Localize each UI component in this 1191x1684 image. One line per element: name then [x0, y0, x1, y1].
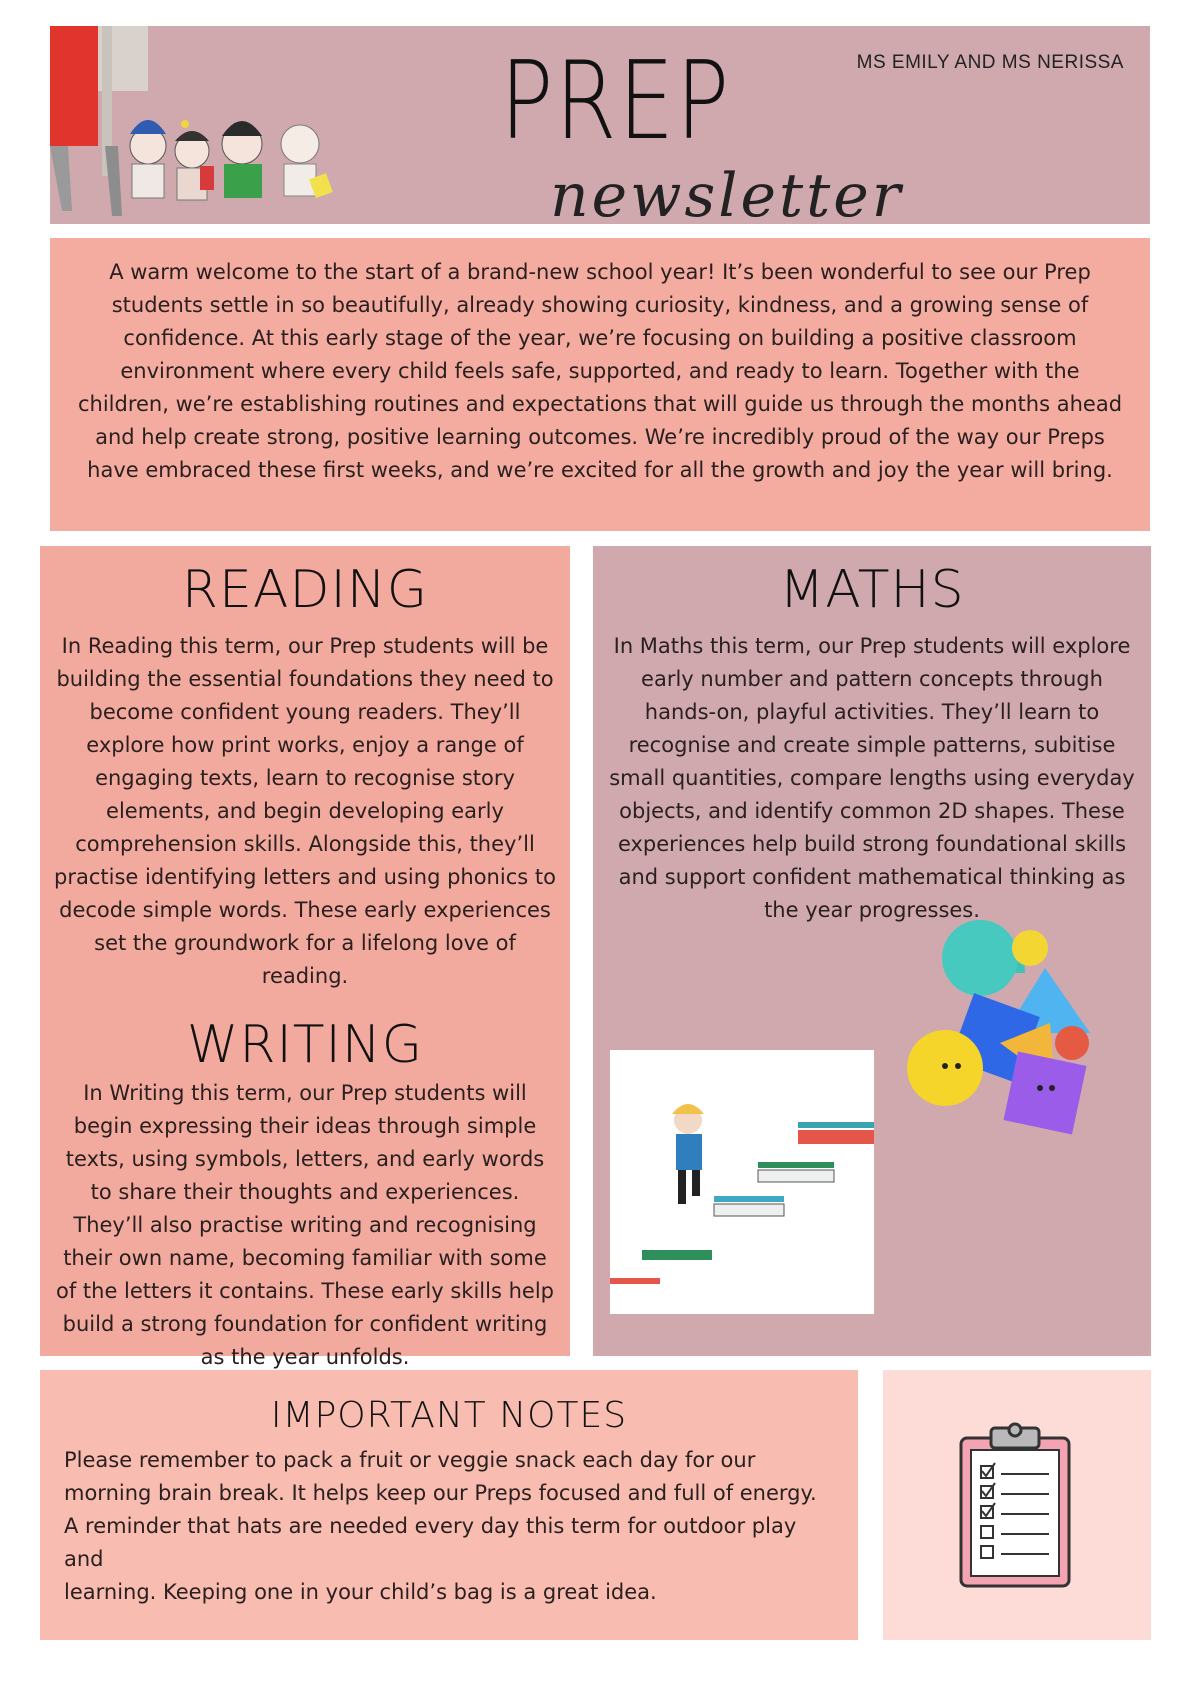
clipboard-icon	[953, 1420, 1077, 1590]
newsletter-subtitle: newsletter	[550, 161, 904, 224]
shapes-illustration-icon	[900, 918, 1130, 1148]
notes-line: morning brain break. It helps keep our Preps focused and full of energy.	[64, 1481, 817, 1505]
notes-title: IMPORTANT NOTES	[270, 1395, 628, 1436]
header-banner	[50, 26, 1150, 224]
writing-text: In Writing this term, our Prep students will begin expressing their ideas through simple texts, using symbols, letters, and early words to share their thoughts and experiences. They’ll also practise writing and recognising their own name, becoming familiar with some of the letters it contains. These early skills help build a strong foundation for confident writing as the year unfolds.	[55, 1081, 554, 1369]
intro-text: A warm welcome to the start of a brand-new school year! It’s been wonderful to see our Prep students settle in so beautifully, already showing curiosity, kindness, and a growing sense of confidence. At this early stage of the year, we’re focusing on building a positive classroom environment where every child feels safe, supported, and ready to learn. Together with the children, we’re establishing routines and expectations that will guide us through the months ahead and help create strong, positive learning outcomes. We’re incredibly proud of the way our Preps have embraced these first weeks, and we’re excited for all the growth and joy the year will bring.	[77, 260, 1123, 482]
important-notes-panel	[40, 1370, 858, 1640]
stairs-illustration-icon	[610, 1050, 874, 1314]
kids-illustration-icon	[50, 26, 390, 224]
newsletter-title: PREP	[500, 39, 731, 164]
writing-title: WRITING	[186, 1015, 424, 1075]
reading-title: READING	[181, 560, 429, 620]
notes-line: Please remember to pack a fruit or veggie snack each day for our	[64, 1448, 756, 1472]
clipboard-panel	[883, 1370, 1151, 1640]
maths-text: In Maths this term, our Prep students will explore early number and pattern concepts through hands-on, playful activities. They’ll learn to recognise and create simple patterns, subitise small quantities, compare lengths using everyday objects, and identify common 2D shapes. These experiences help build strong foundational skills and support confident mathematical thinking as the year progresses.	[609, 634, 1135, 922]
notes-line: learning. Keeping one in your child’s bag is a great idea.	[64, 1580, 657, 1604]
intro-panel	[50, 238, 1150, 531]
maths-title: MATHS	[779, 560, 965, 620]
reading-text: In Reading this term, our Prep students will be building the essential foundations they need to become confident young readers. They’ll explore how print works, enjoy a range of engaging texts, learn to recognise story elements, and begin developing early comprehension skills. Alongside this, they’ll practise identifying letters and using phonics to decode simple words. These early experiences set the groundwork for a lifelong love of reading.	[54, 634, 556, 988]
notes-line: A reminder that hats are needed every day this term for outdoor play and	[64, 1514, 797, 1571]
reading-writing-panel	[40, 546, 570, 1369]
teacher-names: MS EMILY AND MS NERISSA	[856, 52, 1124, 73]
notes-text	[64, 1444, 834, 1609]
